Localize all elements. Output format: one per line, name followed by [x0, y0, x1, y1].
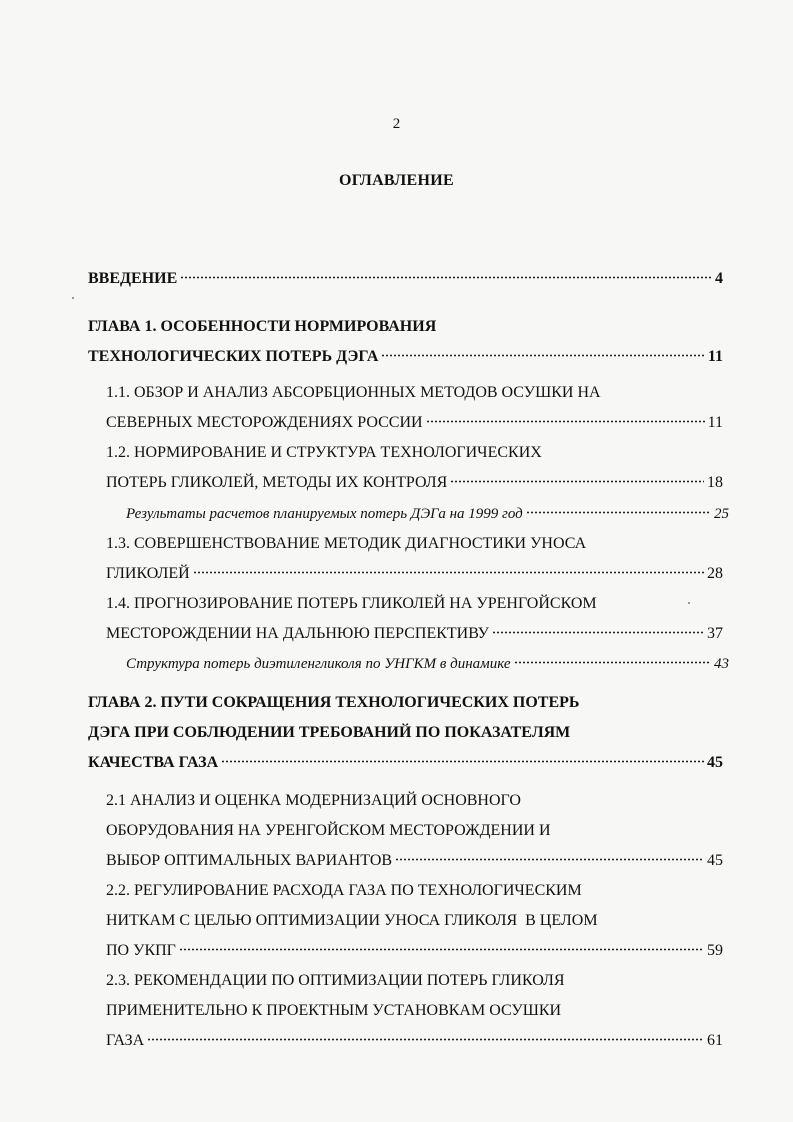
toc-section-2-2-line-1[interactable]: 2.2. РЕГУЛИРОВАНИЕ РАСХОДА ГАЗА ПО ТЕХНОЛОГИЧЕСКИМ: [106, 882, 582, 899]
toc-entry-intro[interactable]: [88, 268, 723, 290]
toc-subsection-1-4-structure[interactable]: [126, 653, 729, 675]
toc-section-1-1[interactable]: [106, 412, 723, 434]
toc-section-1-3-line-1[interactable]: 1.3. СОВЕРШЕНСТВОВАНИЕ МЕТОДИК ДИАГНОСТИКИ УНОСА: [106, 535, 587, 552]
toc-entry-text: ПОТЕРЬ ГЛИКОЛЕЙ, МЕТОДЫ ИХ КОНТРОЛЯ: [106, 474, 448, 491]
dot-leader: [450, 480, 704, 483]
toc-chapter-1[interactable]: [88, 346, 723, 368]
dot-leader: [526, 511, 711, 514]
dot-leader: [179, 948, 704, 951]
toc-subsection-1-2-results[interactable]: [126, 503, 729, 525]
toc-entry-text: МЕСТОРОЖДЕНИИ НА ДАЛЬНЮЮ ПЕРСПЕКТИВУ: [106, 625, 489, 642]
toc-section-1-4[interactable]: [106, 623, 723, 645]
toc-page-number: 18: [707, 474, 723, 491]
dot-leader: [180, 276, 712, 279]
toc-section-1-4-line-1[interactable]: 1.4. ПРОГНОЗИРОВАНИЕ ПОТЕРЬ ГЛИКОЛЕЙ НА УРЕНГОЙСКОМ: [106, 595, 597, 612]
toc-page-number: 59: [707, 942, 723, 959]
dot-leader: [381, 354, 704, 357]
toc-entry-text: ГЛИКОЛЕЙ: [106, 565, 190, 582]
dot-leader: [147, 1038, 704, 1041]
toc-chapter-2[interactable]: [88, 752, 723, 774]
toc-entry-text: КАЧЕСТВА ГАЗА: [88, 754, 219, 771]
toc-page-number: 45: [707, 852, 723, 869]
toc-page-number: 45: [707, 754, 723, 771]
toc-entry-text: ГАЗА: [106, 1032, 145, 1049]
dot-leader: [221, 760, 704, 763]
toc-entry-text: ПО УКПГ: [106, 942, 176, 959]
toc-page-number: 37: [707, 625, 723, 642]
toc-section-1-2-line-1[interactable]: 1.2. НОРМИРОВАНИЕ И СТРУКТУРА ТЕХНОЛОГИЧЕСКИХ: [106, 444, 542, 461]
dot-leader: [492, 631, 704, 634]
dot-leader: [193, 571, 704, 574]
toc-entry-text: СЕВЕРНЫХ МЕСТОРОЖДЕНИЯХ РОССИИ: [106, 414, 423, 431]
toc-section-1-2[interactable]: [106, 472, 723, 494]
page-number: 2: [392, 116, 401, 132]
toc-section-2-2-line-2[interactable]: НИТКАМ С ЦЕЛЬЮ ОПТИМИЗАЦИИ УНОСА ГЛИКОЛЯ В ЦЕЛОМ: [106, 912, 598, 929]
dot-leader: [426, 420, 705, 423]
toc-section-1-1-line-1[interactable]: 1.1. ОБЗОР И АНАЛИЗ АБСОРБЦИОННЫХ МЕТОДОВ ОСУШКИ НА: [106, 384, 601, 401]
toc-section-2-3[interactable]: [106, 1030, 723, 1052]
dot-leader: [514, 661, 711, 664]
toc-section-1-3[interactable]: [106, 563, 723, 585]
toc-title: ОГЛАВЛЕНИЕ: [339, 172, 454, 189]
toc-entry-text: Структура потерь диэтиленгликоля по УНГКМ в динамике: [126, 656, 511, 672]
toc-entry-text: Результаты расчетов планируемых потерь ДЭГа на 1999 год: [126, 506, 523, 522]
toc-page-number: 61: [707, 1032, 723, 1049]
toc-entry-text: ТЕХНОЛОГИЧЕСКИХ ПОТЕРЬ ДЭГА: [88, 348, 379, 365]
toc-section-2-1[interactable]: [106, 850, 723, 872]
toc-chapter-2-line-1[interactable]: ГЛАВА 2. ПУТИ СОКРАЩЕНИЯ ТЕХНОЛОГИЧЕСКИХ ПОТЕРЬ: [88, 694, 580, 711]
toc-page-number: 4: [715, 270, 723, 287]
toc-section-2-1-line-2[interactable]: ОБОРУДОВАНИЯ НА УРЕНГОЙСКОМ МЕСТОРОЖДЕНИИ И: [106, 822, 551, 839]
toc-section-2-1-line-1[interactable]: 2.1 АНАЛИЗ И ОЦЕНКА МОДЕРНИЗАЦИЙ ОСНОВНОГО: [106, 792, 521, 809]
toc-page-number: 11: [707, 414, 723, 431]
toc-section-2-3-line-1[interactable]: 2.3. РЕКОМЕНДАЦИИ ПО ОПТИМИЗАЦИИ ПОТЕРЬ ГЛИКОЛЯ: [106, 972, 565, 989]
toc-section-2-3-line-2[interactable]: ПРИМЕНИТЕЛЬНО К ПРОЕКТНЫМ УСТАНОВКАМ ОСУШКИ: [106, 1002, 562, 1019]
toc-page-number: 11: [707, 348, 723, 365]
toc-chapter-2-line-2[interactable]: ДЭГА ПРИ СОБЛЮДЕНИИ ТРЕБОВАНИЙ ПО ПОКАЗАТЕЛЯМ: [88, 724, 571, 741]
toc-section-2-2[interactable]: [106, 940, 723, 962]
toc-entry-text: ВВЕДЕНИЕ: [88, 270, 178, 287]
scan-speck: [688, 602, 690, 604]
toc-chapter-1-line-1[interactable]: ГЛАВА 1. ОСОБЕННОСТИ НОРМИРОВАНИЯ: [88, 318, 437, 335]
dot-leader: [395, 858, 704, 861]
toc-entry-text: ВЫБОР ОПТИМАЛЬНЫХ ВАРИАНТОВ: [106, 852, 393, 869]
toc-page-number: 43: [714, 656, 729, 672]
scan-speck: [72, 297, 74, 299]
toc-page-number: 28: [707, 565, 723, 582]
toc-page-number: 25: [714, 506, 729, 522]
